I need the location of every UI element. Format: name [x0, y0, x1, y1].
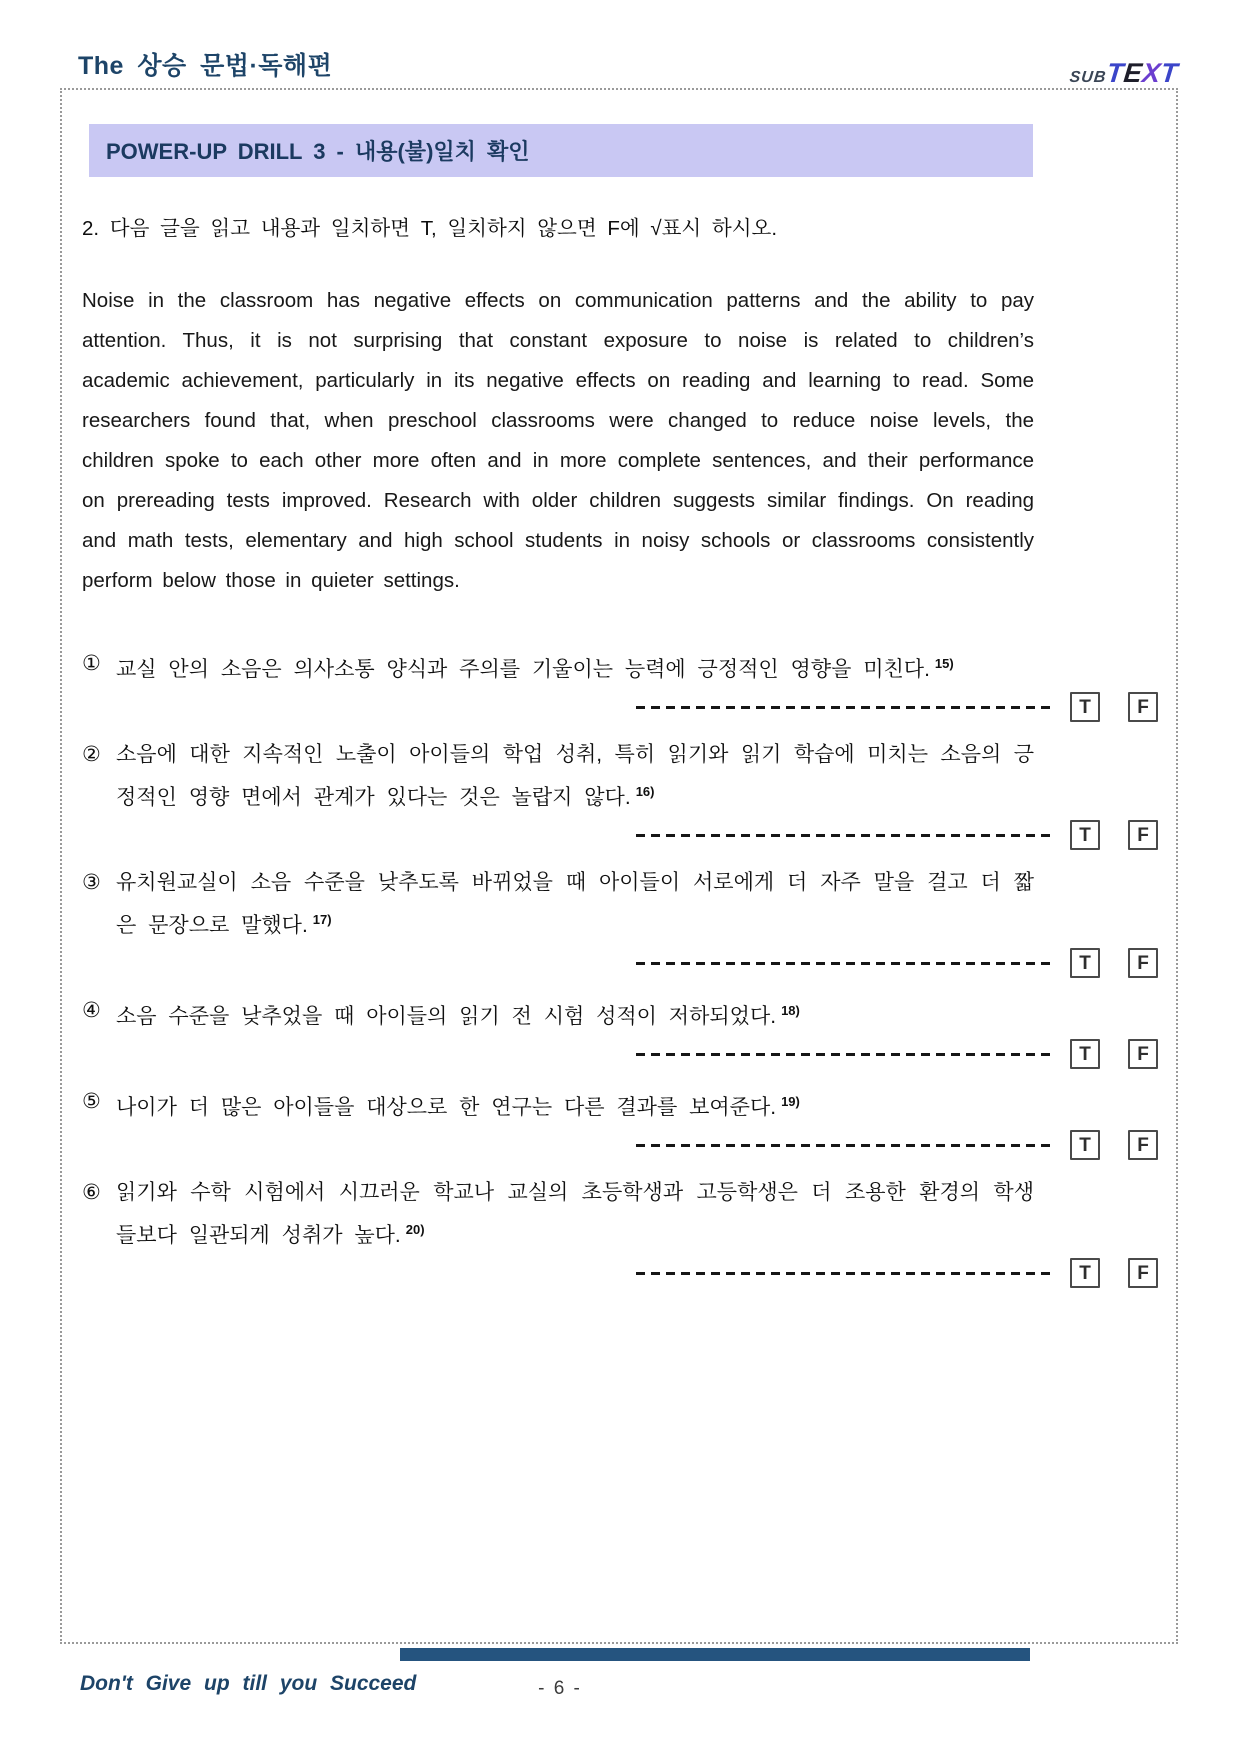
question-list	[62, 645, 1176, 1290]
question-text: 읽기와 수학 시험에서 시끄러운 학교나 교실의 초등학생과 고등학생은 더 조용한 환경의 학생들보다 일관되게 성취가 높다.	[116, 1181, 1034, 1247]
question-row	[82, 1174, 1034, 1254]
question-ref: 17)	[312, 912, 332, 927]
question-number: ①	[82, 652, 101, 675]
false-label: F	[1137, 952, 1149, 974]
false-label: F	[1137, 1134, 1149, 1156]
true-box[interactable]	[1070, 948, 1100, 978]
true-label: T	[1079, 952, 1091, 974]
question-ref: 20)	[405, 1222, 425, 1237]
logo-sub-text: SUB	[1068, 69, 1108, 86]
reading-passage: Noise in the classroom has negative effects on communication patterns and the ability to pay attention. Thus, it is not surprising that constant exposure to noise is related to children’s academic achievement, particularly in its negative effects on reading and learning to read. Some researchers found that, when preschool classrooms were changed to reduce noise levels, the children spoke to each other more often and in more complete sentences, and their performance on prereading tests improved. Research with older children suggests similar findings. On reading and math tests, elementary and high school students in noisy schools or classrooms consistently perform below those in quieter settings.	[82, 289, 1034, 592]
question-item	[82, 1083, 1158, 1162]
true-box[interactable]	[1070, 1130, 1100, 1160]
answer-row	[82, 1128, 1158, 1162]
question-item	[82, 864, 1158, 980]
question-body	[116, 864, 1034, 944]
false-label: F	[1137, 824, 1149, 846]
answer-dashes	[636, 1053, 1054, 1056]
true-label: T	[1079, 1043, 1091, 1065]
question-number: ②	[82, 743, 101, 766]
question-item	[82, 1174, 1158, 1290]
false-box[interactable]	[1128, 1130, 1158, 1160]
true-label: T	[1079, 696, 1091, 718]
true-label: T	[1079, 1134, 1091, 1156]
question-row	[82, 736, 1034, 816]
false-box[interactable]	[1128, 820, 1158, 850]
question-row	[82, 992, 1034, 1035]
question-ref: 16)	[635, 784, 655, 799]
question-row	[82, 645, 1034, 688]
question-text: 나이가 더 많은 아이들을 대상으로 한 연구는 다른 결과를 보여준다.	[116, 1096, 777, 1119]
page-number: - 6 -	[538, 1678, 582, 1699]
false-box[interactable]	[1128, 1258, 1158, 1288]
drill-banner	[89, 124, 1033, 177]
answer-row	[82, 946, 1158, 980]
answer-dashes	[636, 962, 1054, 965]
question-body	[116, 645, 1034, 688]
page-title: The 상승 문법·독해편	[78, 52, 333, 80]
answer-row	[82, 1037, 1158, 1071]
answer-row	[82, 818, 1158, 852]
false-box[interactable]	[1128, 1039, 1158, 1069]
question-text: 소음에 대한 지속적인 노출이 아이들의 학업 성취, 특히 읽기와 읽기 학습에 미치는 소음의 긍정적인 영향 면에서 관계가 있다는 것은 놀랍지 않다.	[116, 743, 1034, 809]
question-row	[82, 864, 1034, 944]
question-row	[82, 1083, 1034, 1126]
true-box[interactable]	[1070, 1039, 1100, 1069]
false-label: F	[1137, 1262, 1149, 1284]
answer-dashes	[636, 1144, 1054, 1147]
answer-row	[82, 690, 1158, 724]
question-ref: 19)	[781, 1094, 800, 1109]
question-body	[116, 1083, 1034, 1126]
true-label: T	[1079, 824, 1091, 846]
question-number: ⑤	[82, 1090, 101, 1113]
true-label: T	[1079, 1262, 1091, 1284]
question-number: ⑥	[82, 1181, 101, 1204]
question-item	[82, 645, 1158, 724]
question-ref: 15)	[934, 656, 954, 671]
footer-accent-bar	[400, 1648, 1030, 1661]
answer-dashes	[636, 706, 1054, 709]
true-box[interactable]	[1070, 1258, 1100, 1288]
false-box[interactable]	[1128, 692, 1158, 722]
true-box[interactable]	[1070, 820, 1100, 850]
answer-dashes	[636, 834, 1054, 837]
question-number: ④	[82, 999, 101, 1022]
question-text: 교실 안의 소음은 의사소통 양식과 주의를 기울이는 능력에 긍정적인 영향을 미친다.	[116, 658, 930, 681]
false-label: F	[1137, 696, 1149, 718]
drill-banner-label: POWER-UP DRILL 3 - 내용(불)일치 확인	[106, 139, 530, 164]
question-text: 소음 수준을 낮추었을 때 아이들의 읽기 전 시험 성적이 저하되었다.	[116, 1005, 777, 1028]
footer-slogan: Don't Give up till you Succeed	[80, 1672, 417, 1695]
question-item	[82, 992, 1158, 1071]
false-box[interactable]	[1128, 948, 1158, 978]
subtext-logo	[1069, 58, 1180, 89]
question-text: 유치원교실이 소음 수준을 낮추도록 바뀌었을 때 아이들이 서로에게 더 자주 말을 걸고 더 짧은 문장으로 말했다.	[116, 871, 1034, 937]
question-ref: 18)	[781, 1003, 800, 1018]
logo-main-text: TEXT	[1105, 58, 1180, 88]
question-body	[116, 736, 1034, 816]
content-frame	[60, 88, 1178, 1644]
true-box[interactable]	[1070, 692, 1100, 722]
answer-row	[82, 1256, 1158, 1290]
question-body	[116, 992, 1034, 1035]
false-label: F	[1137, 1043, 1149, 1065]
answer-dashes	[636, 1272, 1054, 1275]
question-body	[116, 1174, 1034, 1254]
instruction-text: 2. 다음 글을 읽고 내용과 일치하면 T, 일치하지 않으면 F에 √표시 하시오.	[82, 217, 778, 240]
question-number: ③	[82, 871, 101, 894]
question-item	[82, 736, 1158, 852]
